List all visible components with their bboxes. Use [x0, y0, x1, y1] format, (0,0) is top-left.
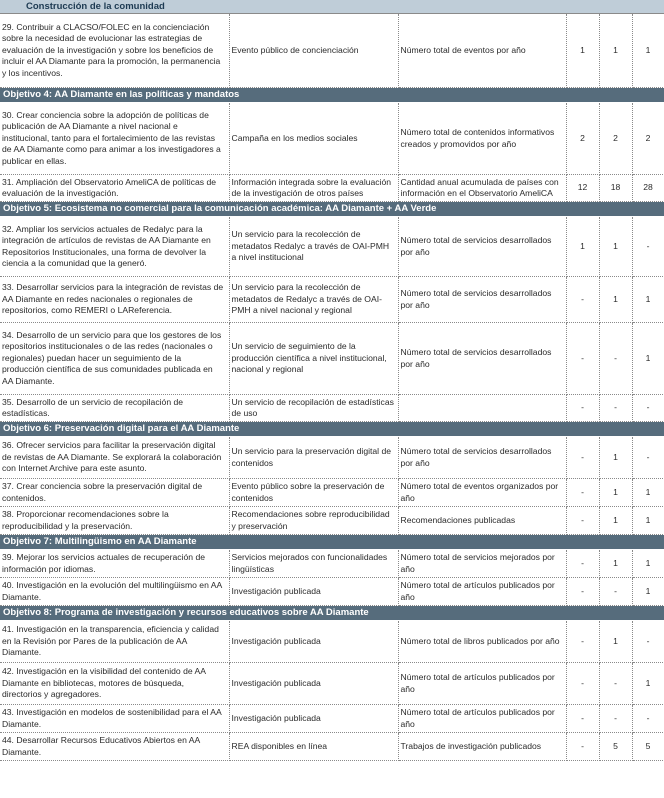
year1-value: -: [566, 550, 599, 578]
year1-value: -: [566, 733, 599, 761]
year2-value: 1: [599, 14, 632, 88]
year1-value: -: [566, 277, 599, 323]
activity-cell: 36. Ofrecer servicios para facilitar la preservación digital de revistas de AA Diamante. Se explorará la colaboración con Internet Archive para este asunto.: [0, 437, 229, 479]
activity-cell: 31. Ampliación del Observatorio AmeliCA de políticas de evaluación de la investigación.: [0, 175, 229, 202]
table-row: [0, 14, 664, 88]
table-row: [0, 507, 664, 535]
objective-header: [0, 422, 664, 437]
section-title: Construcción de la comunidad: [0, 0, 664, 14]
year2-value: 1: [599, 507, 632, 535]
activity-cell: 32. Ampliar los servicios actuales de Redalyc para la integración de artículos de revistas de AA Diamante en Repositorios Institucionales, una forma de devolver la ciencia a la comunidad que la generó.: [0, 217, 229, 277]
activity-cell: 42. Investigación en la visibilidad del contenido de AA Diamante en bibliotecas, motores de búsqueda, directorios y agregadores.: [0, 663, 229, 705]
product-cell: Evento público sobre la preservación de contenidos: [229, 479, 398, 507]
indicator-cell: Número total de eventos organizados por año: [398, 479, 566, 507]
table-row: [0, 323, 664, 395]
objective-header: [0, 88, 664, 103]
year2-value: 18: [599, 175, 632, 202]
table-row: [0, 395, 664, 422]
year2-value: 1: [599, 217, 632, 277]
objective-title: Objetivo 5: Ecosistema no comercial para la comunicación académica: AA Diamante + AA Verde: [0, 202, 664, 217]
year3-value: -: [632, 621, 664, 663]
year1-value: -: [566, 479, 599, 507]
year2-value: 1: [599, 479, 632, 507]
year3-value: 1: [632, 507, 664, 535]
year1-value: -: [566, 705, 599, 733]
product-cell: Un servicio para la recolección de metadatos Redalyc a través de OAI-PMH a nivel institucional: [229, 217, 398, 277]
objective-title: Objetivo 7: Multilingüismo en AA Diamante: [0, 535, 664, 550]
objective-title: Objetivo 6: Preservación digital para el AA Diamante: [0, 422, 664, 437]
indicator-cell: Número total de servicios desarrollados por año: [398, 437, 566, 479]
year1-value: 1: [566, 217, 599, 277]
year2-value: 1: [599, 550, 632, 578]
indicator-cell: Número total de servicios mejorados por año: [398, 550, 566, 578]
table-row: [0, 175, 664, 202]
table-row: [0, 479, 664, 507]
product-cell: Campaña en los medios sociales: [229, 103, 398, 175]
activity-cell: 41. Investigación en la transparencia, eficiencia y calidad en la Revisión por Pares de la publicación de AA Diamante.: [0, 621, 229, 663]
objective-title: Objetivo 8: Programa de investigación y recursos educativos sobre AA Diamante: [0, 606, 664, 621]
objective-header: [0, 202, 664, 217]
activity-cell: 40. Investigación en la evolución del multilingüismo en AA Diamante.: [0, 578, 229, 606]
year3-value: 28: [632, 175, 664, 202]
table-row: [0, 733, 664, 761]
product-cell: Un servicio para la recolección de metadatos de Redalyc a través de OAI-PMH a nivel nacional y regional: [229, 277, 398, 323]
year1-value: -: [566, 663, 599, 705]
year2-value: -: [599, 705, 632, 733]
table-row: [0, 550, 664, 578]
indicator-cell: Cantidad anual acumulada de países con información en el Observatorio AmeliCA: [398, 175, 566, 202]
year2-value: 1: [599, 437, 632, 479]
year3-value: -: [632, 217, 664, 277]
product-cell: Un servicio para la preservación digital de contenidos: [229, 437, 398, 479]
activity-cell: 30. Crear conciencia sobre la adopción de políticas de publicación de AA Diamante a nivel nacional e institucional, tanto para el fortalecimiento de las revistas de AA Diamante como para animar a los investigadores a publicar en ellas.: [0, 103, 229, 175]
year1-value: -: [566, 395, 599, 422]
indicator-cell: Número total de artículos publicados por año: [398, 705, 566, 733]
year2-value: -: [599, 323, 632, 395]
table-row: [0, 705, 664, 733]
activity-cell: 33. Desarrollar servicios para la integración de revistas de AA Diamante en redes nacionales o regionales de repositorios, como REMERI o LAReferencia.: [0, 277, 229, 323]
activity-cell: 34. Desarrollo de un servicio para que los gestores de los repositorios institucionales o de las redes (nacionales o regionales) puedan hacer un seguimiento de la producción científica de sus comunidades publicada en AA Diamante.: [0, 323, 229, 395]
activity-cell: 39. Mejorar los servicios actuales de recuperación de información por idiomas.: [0, 550, 229, 578]
year2-value: -: [599, 663, 632, 705]
objective-title: Objetivo 4: AA Diamante en las políticas y mandatos: [0, 88, 664, 103]
year1-value: 1: [566, 14, 599, 88]
indicator-cell: [398, 395, 566, 422]
table-row: [0, 103, 664, 175]
year3-value: 1: [632, 277, 664, 323]
year2-value: 2: [599, 103, 632, 175]
product-cell: Evento público de concienciación: [229, 14, 398, 88]
product-cell: Investigación publicada: [229, 705, 398, 733]
product-cell: REA disponibles en línea: [229, 733, 398, 761]
table-row: [0, 437, 664, 479]
activity-cell: 43. Investigación en modelos de sostenibilidad para el AA Diamante.: [0, 705, 229, 733]
year1-value: 12: [566, 175, 599, 202]
year3-value: 5: [632, 733, 664, 761]
table-row: [0, 663, 664, 705]
table-row: [0, 578, 664, 606]
product-cell: Recomendaciones sobre reproducibilidad y preservación: [229, 507, 398, 535]
year1-value: 2: [566, 103, 599, 175]
indicator-cell: Número total de contenidos informativos creados y promovidos por año: [398, 103, 566, 175]
activity-cell: 35. Desarrollo de un servicio de recopilación de estadísticas.: [0, 395, 229, 422]
year3-value: 1: [632, 479, 664, 507]
indicator-cell: Número total de servicios desarrollados por año: [398, 323, 566, 395]
year1-value: -: [566, 621, 599, 663]
indicator-cell: Número total de artículos publicados por año: [398, 663, 566, 705]
activity-cell: 37. Crear conciencia sobre la preservación digital de contenidos.: [0, 479, 229, 507]
year3-value: -: [632, 395, 664, 422]
section-header: [0, 0, 664, 14]
year2-value: 1: [599, 277, 632, 323]
year1-value: -: [566, 578, 599, 606]
year3-value: -: [632, 437, 664, 479]
year1-value: -: [566, 507, 599, 535]
indicator-cell: Número total de servicios desarrollados por año: [398, 217, 566, 277]
product-cell: Un servicio de recopilación de estadísticas de uso: [229, 395, 398, 422]
indicator-cell: Número total de libros publicados por año: [398, 621, 566, 663]
product-cell: Investigación publicada: [229, 621, 398, 663]
table-row: [0, 621, 664, 663]
indicator-cell: Número total de artículos publicados por año: [398, 578, 566, 606]
year3-value: -: [632, 705, 664, 733]
table-row: [0, 277, 664, 323]
table-row: [0, 217, 664, 277]
year2-value: 5: [599, 733, 632, 761]
year1-value: -: [566, 323, 599, 395]
year3-value: 1: [632, 323, 664, 395]
product-cell: Investigación publicada: [229, 663, 398, 705]
year1-value: -: [566, 437, 599, 479]
year2-value: -: [599, 578, 632, 606]
year3-value: 2: [632, 103, 664, 175]
indicator-cell: Trabajos de investigación publicados: [398, 733, 566, 761]
indicator-cell: Número total de servicios desarrollados por año: [398, 277, 566, 323]
indicator-cell: Recomendaciones publicadas: [398, 507, 566, 535]
objective-header: [0, 606, 664, 621]
year3-value: 1: [632, 550, 664, 578]
product-cell: Un servicio de seguimiento de la producción científica a nivel institucional, nacional y regional: [229, 323, 398, 395]
year3-value: 1: [632, 14, 664, 88]
activity-cell: 44. Desarrollar Recursos Educativos Abiertos en AA Diamante.: [0, 733, 229, 761]
year2-value: -: [599, 395, 632, 422]
objective-header: [0, 535, 664, 550]
year2-value: 1: [599, 621, 632, 663]
year3-value: 1: [632, 578, 664, 606]
product-cell: Investigación publicada: [229, 578, 398, 606]
product-cell: Información integrada sobre la evaluación de la investigación de otros países: [229, 175, 398, 202]
indicator-cell: Número total de eventos por año: [398, 14, 566, 88]
product-cell: Servicios mejorados con funcionalidades lingüísticas: [229, 550, 398, 578]
activity-cell: 29. Contribuir a CLACSO/FOLEC en la concienciación sobre la necesidad de evolucionar las estrategias de evaluación de la investigación y sobre los beneficios de incluir el AA Diamante para la promoción, la permanencia y los incentivos.: [0, 14, 229, 88]
activity-cell: 38. Proporcionar recomendaciones sobre la reproducibilidad y la preservación.: [0, 507, 229, 535]
year3-value: 1: [632, 663, 664, 705]
